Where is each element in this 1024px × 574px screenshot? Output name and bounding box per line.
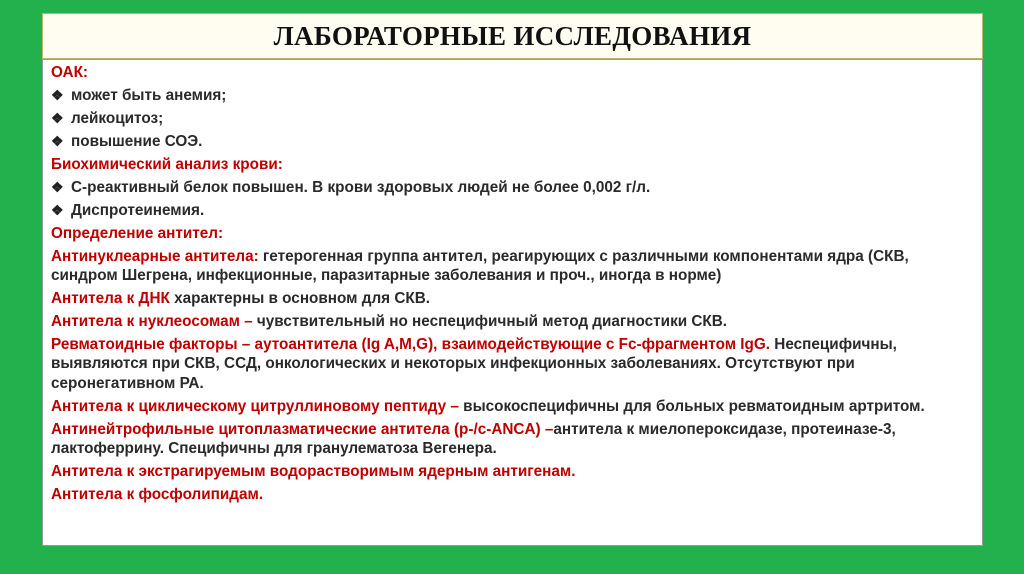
list-item <box>51 109 970 128</box>
rf-term: Ревматоидные факторы – аутоантитела (Ig A,M,G), взаимодействующие с Fc-фрагментом IgG. <box>51 336 771 354</box>
phospholipid-paragraph: Антитела к фосфолипидам. <box>51 485 264 503</box>
biochem-heading: Биохимический анализ крови: <box>51 156 283 173</box>
list-item <box>51 178 970 197</box>
antinuclear-paragraph <box>51 247 970 285</box>
anca-text: антитела к миелопероксидазе, протеиназе-3, лактоферрину. Специфичны для гранулематоза Вегенера. <box>51 420 896 457</box>
diamond-bullet-icon: ❖ <box>51 110 64 126</box>
diamond-bullet-icon: ❖ <box>51 202 64 218</box>
antinuclear-term: Антинуклеарные антитела: <box>51 248 259 265</box>
ccp-text: высокоспецифичны для больных ревматоидным артритом. <box>458 397 925 415</box>
nucleosome-text: чувствительный но неспецифичный метод диагностики СКВ. <box>252 313 728 331</box>
antibodies-heading: Определение антител: <box>51 225 224 242</box>
diamond-bullet-icon: ❖ <box>51 87 64 103</box>
list-item <box>51 86 970 105</box>
nucleosome-term: Антитела к нуклеосомам – <box>51 313 253 331</box>
antinuclear-text: гетерогенная группа антител, реагирующих с различными компонентами ядра (СКВ, синдром Шегрена, инфекционные, паразитарные заболевания и проч., иногда в норме) <box>51 248 909 285</box>
ccp-paragraph <box>51 397 970 416</box>
list-item-text: С-реактивный белок повышен. В крови здоровых людей не более 0,002 г/л. <box>71 179 651 196</box>
content-panel <box>42 59 983 546</box>
list-item-text: повышение СОЭ. <box>71 133 203 150</box>
rf-paragraph <box>51 335 970 393</box>
oak-heading: ОАК: <box>51 64 88 81</box>
nucleosome-paragraph <box>51 312 970 331</box>
anca-term: Антинейтрофильные цитоплазматические антитела (р-/с-ANCA) – <box>51 420 554 438</box>
anca-paragraph <box>51 420 970 458</box>
ena-paragraph: Антитела к экстрагируемым водорастворимым ядерным антигенам. <box>51 462 576 480</box>
diamond-bullet-icon: ❖ <box>51 179 64 195</box>
rf-text: Неспецифичны, выявляются при СКВ, ССД, онкологических и некоторых инфекционных заболеваниях. Отсутствуют при серонегативном РА. <box>51 336 897 392</box>
ccp-term: Антитела к циклическому цитруллиновому пептиду – <box>51 397 459 415</box>
dna-term: Антитела к ДНК <box>51 290 170 308</box>
dna-text: характерны в основном для СКВ. <box>169 290 431 308</box>
list-item-text: лейкоцитоз; <box>71 110 164 127</box>
page-title: ЛАБОРАТОРНЫЕ ИССЛЕДОВАНИЯ <box>273 20 752 51</box>
list-item <box>51 201 970 220</box>
list-item-text: может быть анемия; <box>71 87 227 104</box>
dna-paragraph <box>51 289 970 308</box>
list-item-text: Диспротеинемия. <box>71 202 205 219</box>
list-item <box>51 132 970 151</box>
title-bar <box>42 13 983 59</box>
diamond-bullet-icon: ❖ <box>51 133 64 149</box>
